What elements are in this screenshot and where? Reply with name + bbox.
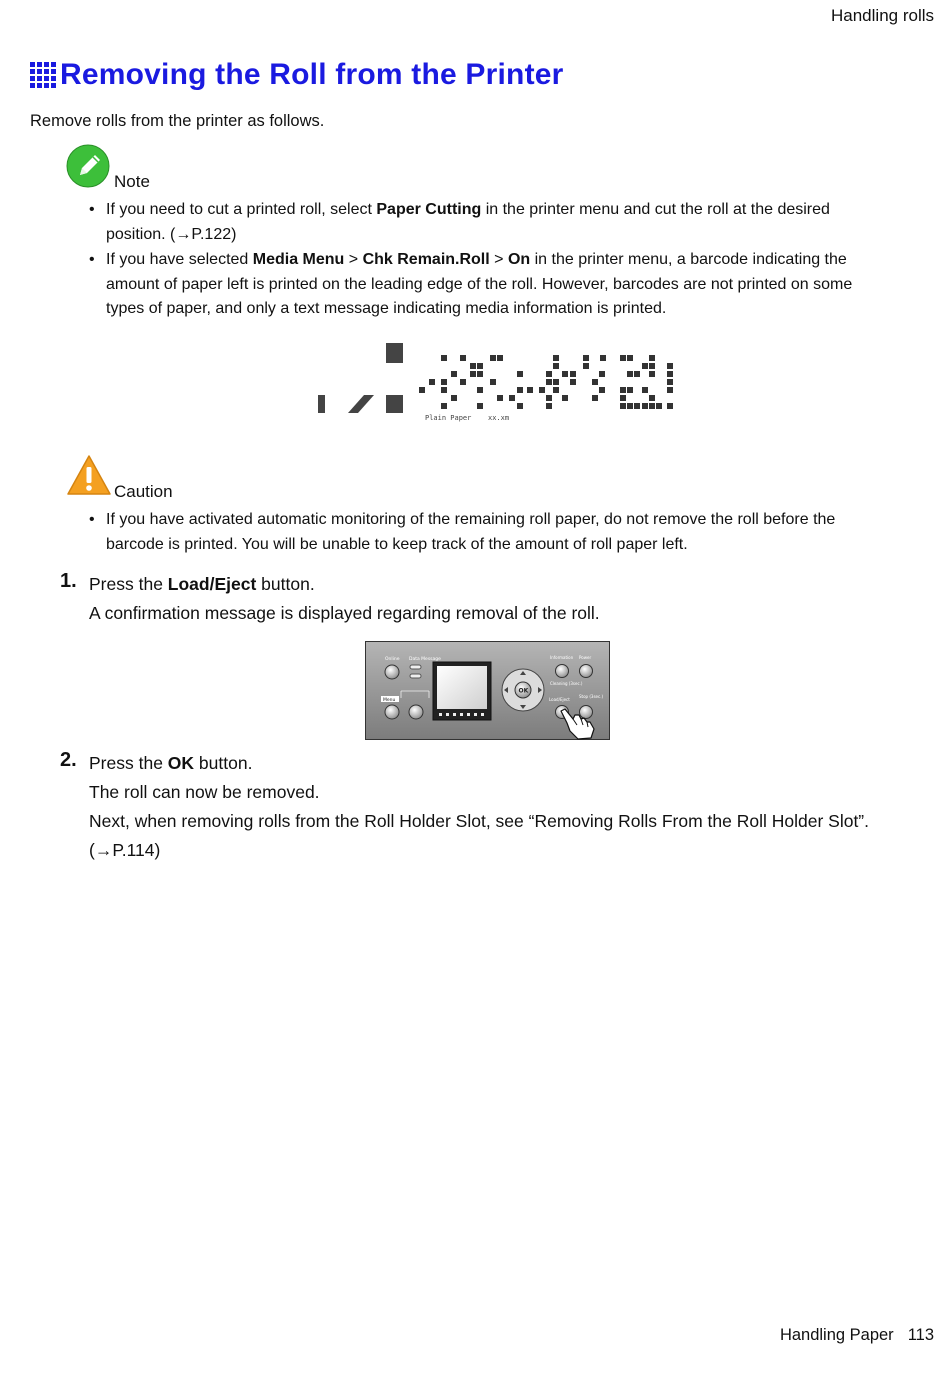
barcode-cell	[490, 355, 496, 361]
panel-power-button[interactable]	[580, 665, 593, 678]
barcode-cell	[599, 387, 605, 393]
barcode-cell	[562, 395, 568, 401]
panel-display-screen	[437, 666, 487, 709]
panel-online-button[interactable]	[385, 665, 399, 679]
panel-data-label: Data Message	[409, 657, 441, 662]
note-list	[88, 198, 888, 323]
barcode-cell	[441, 355, 447, 361]
step-2-text	[89, 749, 889, 865]
barcode-cell	[546, 371, 552, 377]
barcode-cell	[667, 403, 673, 409]
barcode-cell	[600, 355, 606, 361]
step-2-number: 2.	[60, 749, 77, 771]
barcode-cell	[620, 355, 626, 361]
intro-text: Remove rolls from the printer as follows.	[30, 112, 325, 130]
panel-menu-button[interactable]	[385, 705, 399, 719]
barcode-cell	[553, 387, 559, 393]
section-grid-icon	[30, 62, 56, 88]
note-bullet-2: • If you have selected Media Menu > Chk Remain.Roll > On in the printer menu, a barcode indicating the amount of paper left is printed on the leading edge of the roll. However, barcodes are not printed on some types of paper, and only a text message indicating media information is printed.	[88, 248, 888, 322]
panel-stop-label: Stop (3sec.)	[579, 694, 604, 699]
barcode-cell	[460, 355, 466, 361]
panel-message-lamp	[410, 674, 421, 678]
step-1-text	[89, 570, 600, 628]
barcode-cell	[527, 387, 533, 393]
barcode-cell	[517, 387, 523, 393]
step-1-number: 1.	[60, 570, 77, 592]
barcode-cell	[583, 363, 589, 369]
barcode-cell	[477, 363, 483, 369]
barcode-cell	[553, 363, 559, 369]
panel-menu-label: Menu	[383, 698, 396, 703]
caution-warning-icon	[66, 454, 112, 496]
barcode-cell	[441, 403, 447, 409]
step-1-instruction: Press the Load/Eject button.	[89, 574, 315, 594]
barcode-cell	[642, 363, 648, 369]
barcode-cell	[553, 355, 559, 361]
page-title: Removing the Roll from the Printer	[60, 58, 564, 91]
barcode-cell	[477, 371, 483, 377]
barcode-cell	[539, 387, 545, 393]
barcode-cell	[497, 355, 503, 361]
footer-section: Handling Paper	[779, 1326, 894, 1344]
barcode-cell	[649, 371, 655, 377]
barcode-cell	[509, 395, 515, 401]
barcode-cell	[441, 387, 447, 393]
barcode-media-text: Plain Paper	[425, 414, 472, 422]
barcode-cell	[441, 379, 447, 385]
running-header: Handling rolls	[831, 6, 934, 25]
barcode-cell	[562, 371, 568, 377]
caution-list	[88, 508, 888, 558]
panel-load-eject-label: Load/Eject	[549, 697, 570, 702]
barcode-illustration	[300, 335, 690, 430]
barcode-cell	[667, 379, 673, 385]
barcode-cell	[583, 355, 589, 361]
barcode-cell	[451, 371, 457, 377]
barcode-cell	[477, 403, 483, 409]
note-bullet-1: • If you need to cut a printed roll, select Paper Cutting in the printer menu and cut the roll at the desired position. (→P.122)	[88, 198, 888, 247]
barcode-cell	[649, 363, 655, 369]
barcode-cell	[634, 403, 640, 409]
barcode-cell	[546, 403, 552, 409]
barcode-cell	[570, 379, 576, 385]
barcode-cell	[642, 387, 648, 393]
panel-power-label: Power	[579, 655, 592, 660]
barcode-cell	[649, 355, 655, 361]
barcode-cells	[419, 355, 673, 409]
page-number: 113	[907, 1326, 934, 1344]
step-1-result: A confirmation message is displayed regarding removal of the roll.	[89, 603, 600, 623]
barcode-cell	[553, 379, 559, 385]
barcode-cell	[490, 379, 496, 385]
barcode-cell	[546, 379, 552, 385]
barcode-cell	[451, 395, 457, 401]
barcode-cell	[429, 379, 435, 385]
step-2-next: Next, when removing rolls from the Roll Holder Slot, see “Removing Rolls From the Roll Holder Slot”. (→P.114)	[89, 811, 869, 860]
barcode-cell	[627, 355, 633, 361]
barcode-cell	[667, 371, 673, 377]
panel-ok-label: OK	[518, 687, 529, 695]
barcode-cell	[419, 387, 425, 393]
barcode-leading-marks	[318, 343, 403, 413]
panel-info-label: Information	[550, 655, 574, 660]
barcode-cell	[649, 403, 655, 409]
panel-info-button[interactable]	[556, 665, 569, 678]
page-footer	[780, 1326, 934, 1345]
barcode-cell	[667, 387, 673, 393]
barcode-cell	[620, 403, 626, 409]
barcode-cell	[634, 371, 640, 377]
barcode-cell	[627, 403, 633, 409]
barcode-cell	[546, 395, 552, 401]
barcode-cell	[642, 403, 648, 409]
panel-data-lamp	[410, 665, 421, 669]
barcode-cell	[497, 395, 503, 401]
barcode-cell	[620, 395, 626, 401]
barcode-cell	[620, 387, 626, 393]
barcode-cell	[656, 403, 662, 409]
barcode-cell	[592, 395, 598, 401]
caution-bullet-1: • If you have activated automatic monitoring of the remaining roll paper, do not remove the roll before the barcode is printed. You will be unable to keep track of the amount of roll paper left.	[88, 508, 888, 557]
barcode-cell	[627, 371, 633, 377]
barcode-cell	[649, 395, 655, 401]
barcode-cell	[599, 371, 605, 377]
panel-cleaning-label: Cleaning (3sec.)	[550, 681, 583, 686]
barcode-cell	[592, 379, 598, 385]
barcode-cell	[570, 371, 576, 377]
barcode-cell	[460, 379, 466, 385]
note-pencil-icon	[66, 144, 110, 188]
title-block	[30, 58, 564, 92]
barcode-cell	[627, 387, 633, 393]
panel-online-label: Online	[385, 657, 400, 662]
panel-back-button[interactable]	[409, 705, 423, 719]
control-panel-illustration	[365, 641, 610, 740]
panel-stop-button[interactable]	[580, 706, 593, 719]
barcode-cell	[477, 387, 483, 393]
barcode-cell	[470, 371, 476, 377]
barcode-cell	[517, 403, 523, 409]
caution-label: Caution	[114, 482, 173, 501]
barcode-cell	[470, 363, 476, 369]
barcode-cell	[517, 371, 523, 377]
step-2-instruction: Press the OK button.	[89, 753, 253, 773]
step-2-result: The roll can now be removed.	[89, 782, 320, 802]
note-label: Note	[114, 172, 150, 191]
barcode-length-text: xx.xm	[488, 414, 510, 422]
barcode-cell	[667, 363, 673, 369]
